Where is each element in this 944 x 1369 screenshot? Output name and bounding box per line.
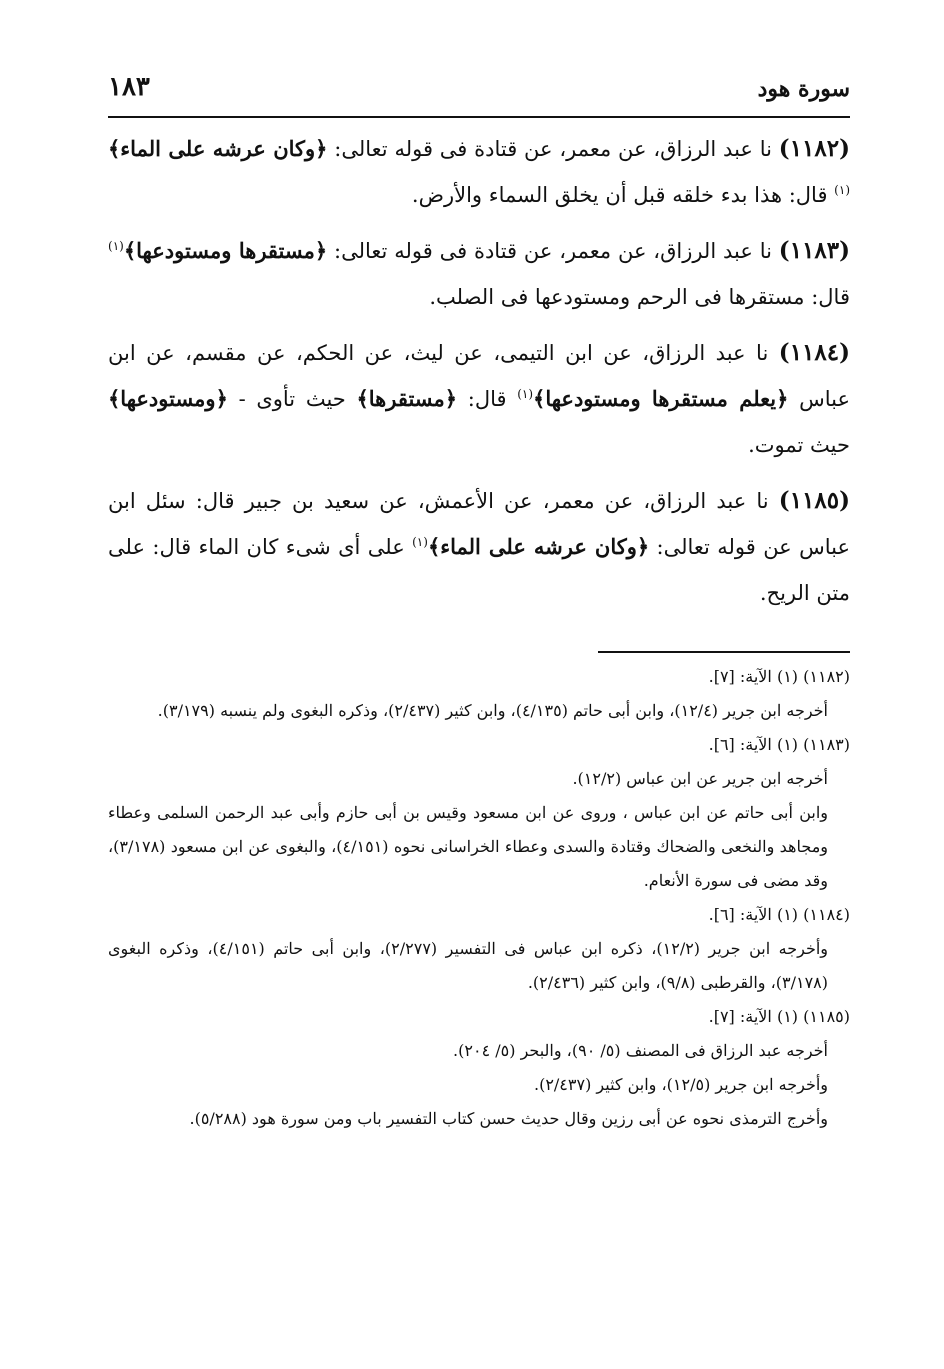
footnote-marker: (١) — [412, 535, 428, 549]
footnote-1182 — [108, 660, 850, 728]
footnote-heading: (١١٨٥) (١) الآية: [٧]. — [708, 1007, 850, 1026]
page-number: ١٨٣ — [108, 72, 150, 102]
footnote-1184 — [108, 898, 850, 1000]
hadith-text: قال: هذا بدء خلقه قبل أن يخلق السماء والأرض. — [411, 183, 835, 207]
hadith-text: على أى شىء كان الماء قال: على متن الريح. — [108, 535, 850, 605]
quran-quote: ﴿مستقرها﴾ — [356, 386, 458, 411]
quran-quote: ﴿وكان عرشه على الماء﴾ — [427, 534, 650, 559]
hadith-text: قال: — [457, 387, 518, 411]
header-rule — [108, 116, 850, 118]
footnote-text: أخرجه عبد الرزاق فى المصنف (٥/ ٩٠)، والبحر (٥/ ٢٠٤). — [453, 1041, 828, 1060]
footnote-1183 — [108, 728, 850, 898]
footnotes — [108, 660, 850, 1136]
hadith-text: حيث تأوى - — [227, 387, 357, 411]
hadith-text: نا عبد الرزاق، عن معمر، عن الأعمش، عن سعيد بن جبير قال: سئل ابن عباس عن قوله تعالى: — [108, 489, 850, 559]
footnote-marker: (١) — [834, 183, 850, 197]
hadith-1184 — [108, 330, 850, 468]
footnote-text: وأخرجه ابن جرير (١٢/٥)، وابن كثير (٢/٤٣٧). — [533, 1075, 828, 1094]
hadith-number: (١١٨٥) — [778, 487, 850, 514]
quran-quote: ﴿ومستودعها﴾ — [108, 386, 228, 411]
hadith-text: نا عبد الرزاق، عن معمر، عن قتادة فى قوله تعالى: — [327, 137, 779, 161]
surah-title: سورة هود — [757, 76, 850, 102]
quran-quote: ﴿مستقرها ومستودعها﴾ — [123, 238, 328, 263]
hadith-text: نا عبد الرزاق، عن معمر، عن قتادة فى قوله تعالى: — [327, 239, 779, 263]
page-header — [108, 72, 850, 112]
hadith-number: (١١٨٢) — [778, 135, 850, 162]
quran-quote: ﴿وكان عرشه على الماء﴾ — [108, 136, 328, 161]
hadith-text: حيث تموت. — [748, 433, 850, 457]
footnote-1185 — [108, 1000, 850, 1136]
footnote-heading: (١١٨٣) (١) الآية: [٦]. — [708, 735, 850, 754]
footnote-text: وأخرجه ابن جرير (١٢/٢)، ذكره ابن عباس فى التفسير (٢/٢٧٧)، وابن أبى حاتم (٤/١٥١)، وذكره البغوى (٣/١٧٨)، والقرطبى (٩/٨)، وابن كثير (٢/٤٣٦). — [108, 939, 829, 992]
footnote-text: أخرجه ابن جرير عن ابن عباس (١٢/٢). — [572, 769, 828, 788]
quran-quote: ﴿يعلم مستقرها ومستودعها﴾ — [533, 386, 789, 411]
footnote-rule — [598, 651, 850, 653]
hadith-1185 — [108, 478, 850, 616]
hadith-1183 — [108, 228, 850, 320]
hadith-number: (١١٨٣) — [778, 237, 850, 264]
hadith-1182 — [108, 126, 850, 218]
footnote-text: وابن أبى حاتم عن ابن عباس ، وروى عن ابن مسعود وقيس بن أبى حازم وأبى عبد الرحمن السلمى وعطاء ومجاهد والنخعى والضحاك وقتادة والسدى وعطاء الخراسانى نحوه (٤/١٥١)، والبغوى عن ابن مسعود (٣/١٧٨)، وقد مضى فى سورة الأنعام. — [108, 803, 828, 890]
hadith-number: (١١٨٤) — [778, 339, 850, 366]
footnote-marker: (١) — [108, 239, 124, 253]
footnote-heading: (١١٨٢) (١) الآية: [٧]. — [708, 667, 850, 686]
hadith-text: نا عبد الرزاق، عن ابن التيمى، عن ليث، عن الحكم، عن مقسم، عن ابن عباس — [108, 341, 851, 411]
footnote-text: أخرجه ابن جرير (١٢/٤)، وابن أبى حاتم (٤/١٣٥)، وابن كثير (٢/٤٣٧)، وذكره البغوى ولم ينسبه (٣/١٧٩). — [157, 701, 828, 720]
hadith-text: قال: مستقرها فى الرحم ومستودعها فى الصلب. — [429, 285, 850, 309]
footnote-heading: (١١٨٤) (١) الآية: [٦]. — [708, 905, 850, 924]
footnote-text: وأخرج الترمذى نحوه عن أبى رزين وقال حديث حسن كتاب التفسير باب ومن سورة هود (٥/٢٨٨). — [189, 1109, 828, 1128]
footnote-marker: (١) — [517, 387, 534, 401]
main-text — [108, 126, 850, 626]
